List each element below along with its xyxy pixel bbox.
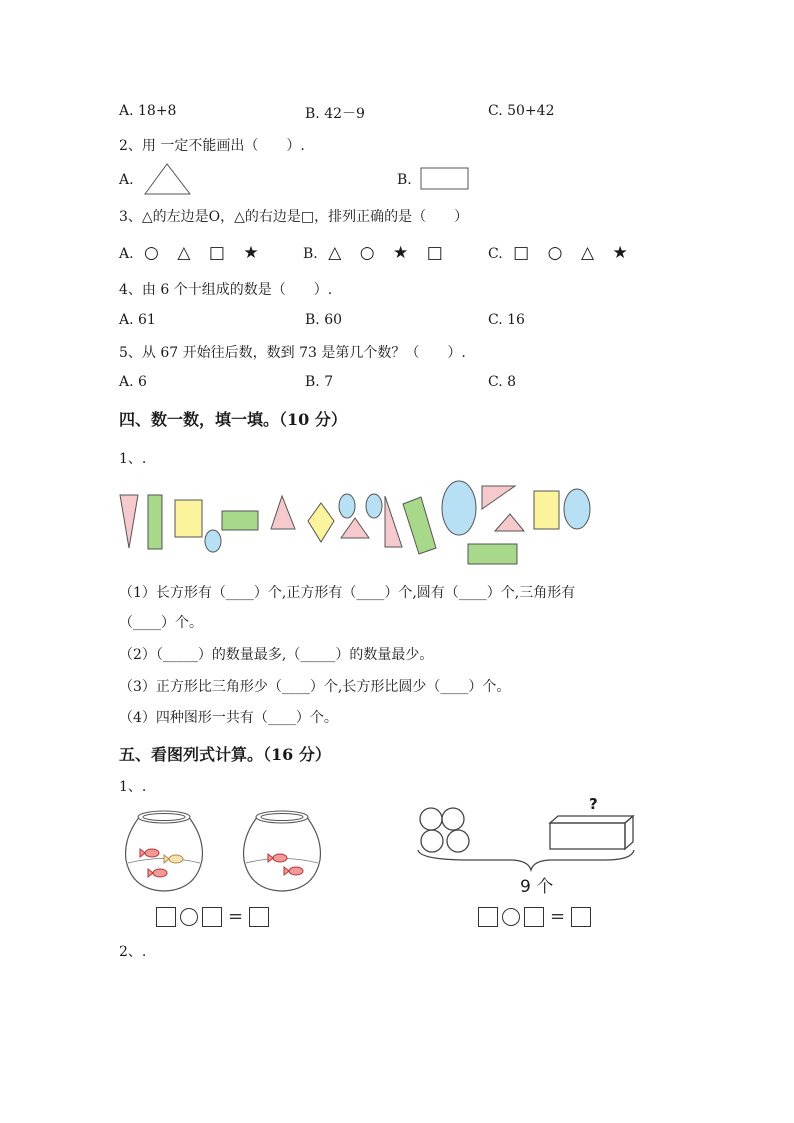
star-symbol: ★ bbox=[393, 243, 409, 263]
operator-circle[interactable] bbox=[502, 908, 520, 926]
answer-box[interactable] bbox=[571, 907, 591, 927]
shape-rectangle bbox=[222, 511, 258, 530]
q5-option-b: B. 7 bbox=[305, 374, 334, 390]
shape-rectangle bbox=[468, 544, 517, 564]
section-4-item-1: 1、. bbox=[119, 451, 147, 467]
shape-circle bbox=[339, 494, 355, 518]
option-c: C. 50+42 bbox=[488, 103, 555, 119]
triangle-symbol: △ bbox=[580, 243, 595, 263]
question-5: 5、从 67 开始往后数，数到 73 是第几个数？（ ）. bbox=[119, 345, 466, 361]
shape-rectangle bbox=[175, 500, 202, 537]
q5-option-c: C. 8 bbox=[488, 374, 517, 390]
section-5-title: 五、看图列式计算。（16 分） bbox=[119, 745, 331, 764]
section-5-item-2: 2、. bbox=[119, 944, 147, 960]
q3-option-a-label: A. bbox=[119, 246, 134, 262]
q3-option-b-label: B. bbox=[303, 246, 318, 262]
shapes-figure bbox=[115, 478, 595, 568]
fish-icon bbox=[268, 854, 287, 862]
shape-rhombus bbox=[308, 503, 334, 542]
shape-circle bbox=[442, 481, 476, 535]
q3-option-b bbox=[303, 243, 451, 263]
q3-option-a bbox=[119, 243, 267, 263]
s4-question-3: （3）正方形比三角形少（____）个,长方形比圆少（____）个。 bbox=[119, 679, 511, 695]
total-count-label: 9 个 bbox=[520, 877, 554, 897]
answer-box[interactable] bbox=[156, 907, 176, 927]
balls-and-box-figure bbox=[410, 800, 640, 875]
q2-option-a-label: A. bbox=[119, 172, 134, 188]
fish-icon bbox=[148, 869, 167, 877]
s4-question-4: （4）四种图形一共有（____）个。 bbox=[119, 710, 338, 726]
shape-triangle bbox=[482, 486, 515, 509]
question-2: 2、用 一定不能画出（ ）. bbox=[119, 138, 305, 154]
answer-box[interactable] bbox=[478, 907, 498, 927]
answer-box[interactable] bbox=[202, 907, 222, 927]
triangle-symbol: △ bbox=[328, 243, 342, 263]
shape-rectangle bbox=[148, 495, 162, 549]
section-4-title: 四、数一数，填一填。（10 分） bbox=[119, 410, 347, 429]
answer-box[interactable] bbox=[524, 907, 544, 927]
fishbowl-1 bbox=[118, 808, 210, 893]
shape-circle bbox=[564, 489, 590, 529]
fish-icon bbox=[164, 855, 183, 863]
shape-circle bbox=[366, 494, 382, 518]
q3-option-c bbox=[488, 243, 636, 263]
triangle-symbol: △ bbox=[177, 243, 191, 263]
section-5-item-1: 1、. bbox=[119, 779, 147, 795]
q5-option-a: A. 6 bbox=[119, 374, 147, 390]
fish-icon bbox=[140, 849, 159, 857]
q2-option-b-label: B. bbox=[397, 172, 412, 188]
question-4: 4、由 6 个十组成的数是（ ）. bbox=[119, 282, 333, 298]
question-3: 3、△的左边是O，△的右边是□，排列正确的是（ ） bbox=[119, 209, 469, 225]
shape-triangle bbox=[495, 514, 524, 531]
answer-box[interactable] bbox=[249, 907, 269, 927]
square-symbol: □ bbox=[426, 243, 443, 263]
circle-symbol: ○ bbox=[547, 243, 563, 263]
s4-question-2: （2）（_____）的数量最多,（_____）的数量最少。 bbox=[119, 647, 434, 663]
equation-2[interactable] bbox=[478, 906, 591, 927]
shape-triangle bbox=[385, 496, 402, 547]
square-symbol: □ bbox=[513, 243, 530, 263]
option-a: A. 18+8 bbox=[119, 103, 177, 119]
fish-icon bbox=[284, 867, 303, 875]
shape-triangle bbox=[341, 518, 369, 538]
star-symbol: ★ bbox=[243, 243, 259, 263]
fishbowl-2 bbox=[236, 808, 328, 893]
equals-sign: = bbox=[550, 906, 566, 927]
circle-symbol: ○ bbox=[359, 243, 375, 263]
s4-question-1a: （1）长方形有（____）个,正方形有（____）个,圆有（____）个,三角形有 bbox=[119, 585, 576, 601]
equals-sign: = bbox=[228, 906, 244, 927]
q3-option-c-label: C. bbox=[488, 246, 503, 262]
option-b: B. 42－9 bbox=[305, 106, 365, 122]
unknown-question-mark: ? bbox=[589, 795, 598, 813]
shape-triangle bbox=[271, 496, 295, 529]
q4-option-c: C. 16 bbox=[488, 312, 525, 328]
s4-question-1b: （____）个。 bbox=[119, 615, 203, 631]
shape-rectangle bbox=[534, 491, 559, 529]
triangle-figure bbox=[143, 162, 193, 196]
shape-triangle bbox=[120, 495, 138, 548]
rectangle-figure bbox=[420, 167, 470, 191]
equation-1[interactable] bbox=[156, 906, 269, 927]
shape-circle bbox=[205, 530, 221, 552]
q4-option-a: A. 61 bbox=[119, 312, 156, 328]
operator-circle[interactable] bbox=[180, 908, 198, 926]
star-symbol: ★ bbox=[612, 243, 628, 263]
q4-option-b: B. 60 bbox=[305, 312, 343, 328]
shape-rectangle bbox=[403, 497, 436, 554]
square-symbol: □ bbox=[208, 243, 225, 263]
circle-symbol: ○ bbox=[144, 243, 159, 263]
